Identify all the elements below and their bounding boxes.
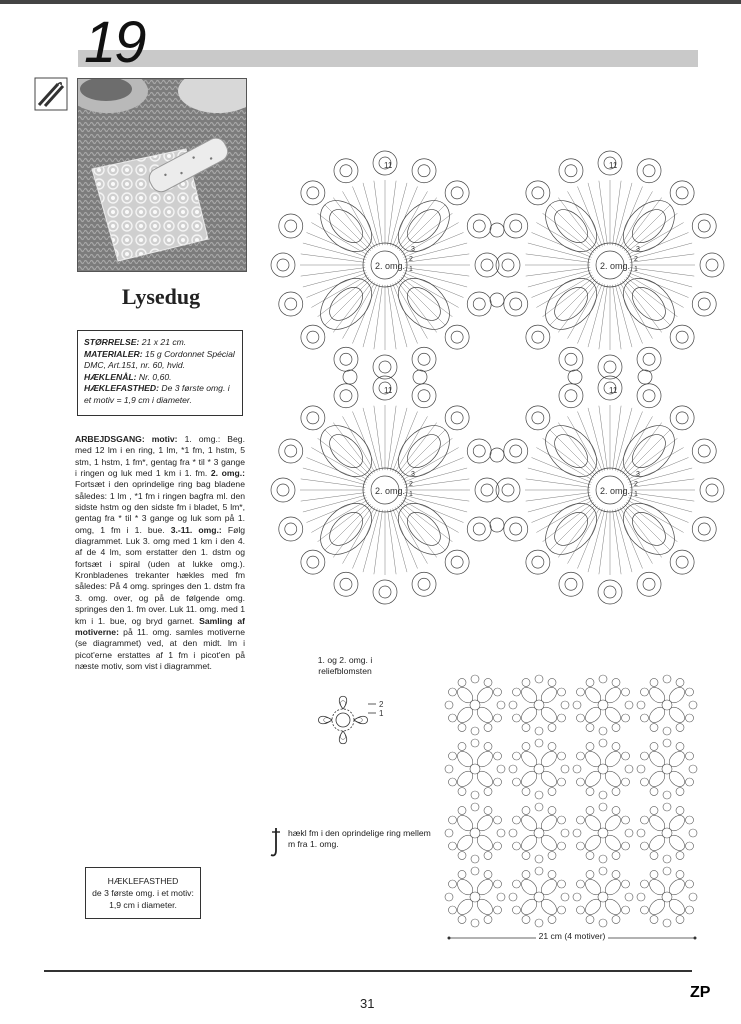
cloth-motif xyxy=(509,803,569,863)
instr-label-4: Samling af motiverne: xyxy=(75,615,245,637)
center-round-label: 2. omg. xyxy=(600,486,631,496)
relief-label xyxy=(300,655,390,677)
cloth-motif xyxy=(573,739,633,799)
spec-hook-value: Nr. 0,60. xyxy=(136,371,172,382)
relief-label-line-1: 1. og 2. omg. i xyxy=(317,655,373,665)
product-photo xyxy=(77,78,247,272)
spec-materials-label: MATERIALER: xyxy=(84,348,143,359)
gauge-line-3: 1,9 cm i diameter. xyxy=(109,900,177,910)
cloth-motif xyxy=(509,739,569,799)
motif-1 xyxy=(271,151,499,379)
round-11-label: 11 xyxy=(609,386,618,395)
round-2-label: 2 xyxy=(634,481,638,488)
top-border xyxy=(0,0,741,4)
zp-watermark: ZP xyxy=(690,984,711,1001)
photo-illustration xyxy=(78,79,246,271)
spec-hook-label: HÆKLENÅL: xyxy=(84,371,137,382)
spec-size-label: STØRRELSE: xyxy=(84,337,140,347)
relief-round-2-label: 2 xyxy=(379,700,384,709)
gauge-line-2: de 3 første omg. i et motiv: xyxy=(92,888,194,898)
instr-text-1: 1. omg.: Beg. med 12 lm i en ring, 1 lm, *1 fm, 1 hstm, 5 stm, 1 hstm, 1 fm*, gentag fra * til * 3 gange i ringen og luk med 1 km i 1. fm. xyxy=(75,434,245,479)
round-11-label: 11 xyxy=(609,161,618,170)
footer-rule xyxy=(44,970,692,972)
cloth-motif xyxy=(637,867,697,927)
relief-label-line-2: reliefblomsten xyxy=(318,666,372,676)
hook-symbol-icon xyxy=(268,826,282,860)
instructions-text xyxy=(75,434,245,672)
round-2-label: 2 xyxy=(409,256,413,263)
gauge-box xyxy=(85,867,201,919)
motif-3 xyxy=(271,376,499,604)
round-3-label: 3 xyxy=(411,246,415,253)
round-2-label: 2 xyxy=(634,256,638,263)
cloth-motif xyxy=(445,867,505,927)
cloth-motif xyxy=(445,675,505,735)
center-round-label: 2. omg. xyxy=(375,261,406,271)
motif-2 xyxy=(496,151,724,379)
instr-label-3: 3.-11. omg.: xyxy=(170,524,222,535)
spec-size xyxy=(84,337,236,349)
spec-size-value: 21 x 21 cm. xyxy=(139,337,187,347)
cloth-motif xyxy=(509,867,569,927)
round-11-label: 11 xyxy=(384,161,393,170)
cloth-motif xyxy=(445,739,505,799)
center-round-label: 2. omg. xyxy=(375,486,406,496)
round-1-label: 1 xyxy=(409,266,413,273)
spec-materials-value: 15 g Cordonnet Spécial DMC, Art.151, nr. 60, hvid. xyxy=(84,348,235,370)
instr-text-2: Fortsæt i den oprindelige ring bag bladene således: 1 lm , *1 fm i ringen bagfra ml. den sidste hstm og den sidste fm i bladet, 5 lm*, gentag fra * til * 3 gange og luk som på 1. omg, 1 fm i 1. bue. xyxy=(75,479,245,535)
instr-text-3: Følg diagrammet. Luk 3. omg med 1 km i den 4. af de 4 lm, som erstatter den 1. dstm og fortsæt i spiral (uden at lukke omg.). Kronbladenes trekanter hækles med fm således: På 4 omg. springes den 1. dstm fra 3. omg. over, og på de følgende omg. springes den 1. fm over. Luk 11. omg. med 1 km i 1. bue, og bryd garnet. xyxy=(75,524,246,626)
cloth-motif xyxy=(573,675,633,735)
dimension-label-wrap xyxy=(447,931,697,941)
gauge-line-1: HÆKLEFASTHED xyxy=(107,876,179,886)
relief-flower-diagram xyxy=(310,690,390,750)
specifications-box xyxy=(77,330,243,416)
instr-label-1: ARBEJDSGANG: motiv: xyxy=(75,434,178,444)
round-11-label: 11 xyxy=(384,386,393,395)
round-2-label: 2 xyxy=(409,481,413,488)
motif-4 xyxy=(496,376,724,604)
round-3-label: 3 xyxy=(636,471,640,478)
spec-gauge-label: HÆKLEFASTHED: xyxy=(84,383,159,393)
cloth-motif xyxy=(573,803,633,863)
cloth-motif xyxy=(509,675,569,735)
spec-gauge-value: De 3 første omg. i et motiv = 1,9 cm i diameter. xyxy=(84,383,230,405)
spec-hook xyxy=(84,372,236,384)
assembled-cloth-diagram xyxy=(443,673,699,929)
pattern-title: Lysedug xyxy=(121,284,201,309)
round-1-label: 1 xyxy=(409,491,413,498)
dimension-label: 21 cm (4 motiver) xyxy=(536,931,609,941)
cloth-motif xyxy=(637,675,697,735)
spec-gauge xyxy=(84,383,236,406)
center-round-label: 2. omg. xyxy=(600,261,631,271)
motif-chart-diagram xyxy=(270,150,725,605)
pattern-number: 19 xyxy=(84,10,145,75)
header-bar xyxy=(78,50,698,67)
stitch-note: hækl fm i den oprindelige ring mellem m fra 1. omg. xyxy=(288,828,431,849)
page-number: 31 xyxy=(360,996,375,1011)
round-1-label: 1 xyxy=(634,266,638,273)
spec-materials xyxy=(84,349,236,372)
cloth-motif xyxy=(637,739,697,799)
relief-round-1-label: 1 xyxy=(379,709,384,718)
instr-text-4: på 11. omg. samles motiverne (se diagrammet) ved, at den midt. lm i picot'erne erstattes af 1 fm i picot'en på næste motiv, som vist i diagrammet. xyxy=(75,626,245,671)
round-1-label: 1 xyxy=(634,491,638,498)
cloth-motif xyxy=(637,803,697,863)
cloth-motif xyxy=(445,803,505,863)
crochet-hook-icon xyxy=(34,77,68,111)
round-3-label: 3 xyxy=(411,471,415,478)
round-3-label: 3 xyxy=(636,246,640,253)
cloth-motif xyxy=(573,867,633,927)
dimension-line xyxy=(447,931,697,945)
instr-label-2: 2. omg.: xyxy=(210,468,245,479)
